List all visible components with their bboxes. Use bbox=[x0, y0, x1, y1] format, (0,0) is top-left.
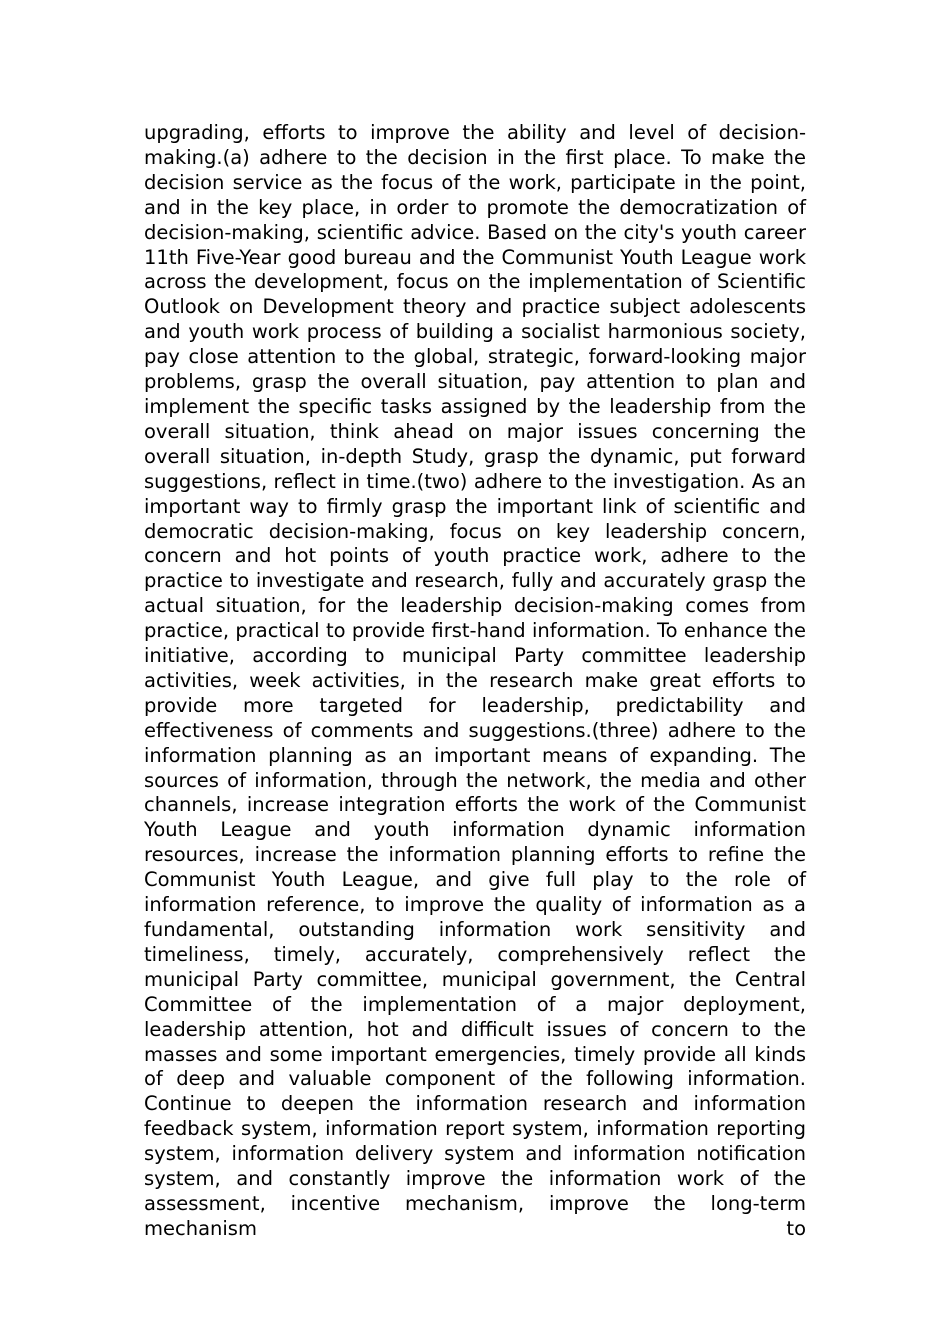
body-paragraph: upgrading, efforts to improve the ability and level of decision-making.(a) adhere to the decision in the first place. To make the decision service as the focus of the work, participate in the point, and in the key place, in order to promote the democratization of decision-making, scientific advice. Based on the city's youth career 11th Five-Year good bureau and the Communist Youth League work across the development, focus on the implementation of Scientific Outlook on Development theory and practice subject adolescents and youth work process of building a socialist harmonious society, pay close attention to the global, strategic, forward-looking major problems, grasp the overall situation, pay attention to plan and implement the specific tasks assigned by the leadership from the overall situation, think ahead on major issues concerning the overall situation, in-depth Study, grasp the dynamic, put forward suggestions, reflect in time.(two) adhere to the investigation. As an important way to firmly grasp the important link of scientific and democratic decision-making, focus on key leadership concern, concern and hot points of youth practice work, adhere to the practice to investigate and research, fully and accurately grasp the actual situation, for the leadership decision-making comes from practice, practical to provide first-hand information. To enhance the initiative, according to municipal Party committee leadership activities, week activities, in the research make great efforts to provide more targeted for leadership, predictability and effectiveness of comments and suggestions.(three) adhere to the information planning as an important means of expanding. The sources of information, through the network, the media and other channels, increase integration efforts the work of the Communist Youth League and youth information dynamic information resources, increase the information planning efforts to refine the Communist Youth League, and give full play to the role of information reference, to improve the quality of information as a fundamental, outstanding information work sensitivity and timeliness, timely, accurately, comprehensively reflect the municipal Party committee, municipal government, the Central Committee of the implementation of a major deployment, leadership attention, hot and difficult issues of concern to the masses and some important emergencies, timely provide all kinds of deep and valuable component of the following information. Continue to deepen the information research and information feedback system, information report system, information reporting system, information delivery system and information notification system, and constantly improve the information work of the assessment, incentive mechanism, improve the long-term mechanism to bbox=[144, 121, 806, 1240]
